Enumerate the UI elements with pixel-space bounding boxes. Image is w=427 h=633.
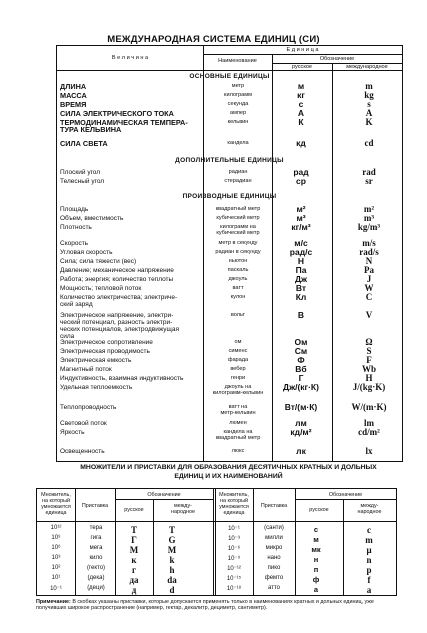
prefix-row (37, 565, 396, 574)
russian-symbol-cell: Дж/(кг·К) (283, 382, 319, 392)
quantity-cell: Индуктивность, взаимная индуктивность (60, 375, 184, 382)
factor-cell: 10⁶ (51, 545, 61, 551)
unit-name-cell: радиан (228, 169, 248, 175)
international-symbol-cell: V (365, 310, 373, 320)
factor-cell: 10³ (51, 555, 61, 561)
russian-symbol-cell: Вб (295, 364, 307, 374)
prefix-cell: (дека) (87, 575, 105, 581)
unit-name-cell: ом (234, 339, 242, 345)
quantity-cell: Скорость (60, 240, 89, 247)
header-russian: русское (124, 507, 144, 513)
unit-name-cell: кубический метр (216, 215, 260, 221)
header-name: Наименование (218, 58, 257, 64)
header-international-2: между- народное (357, 503, 382, 515)
russian-symbol-cell: м³ (296, 213, 306, 223)
international-symbol-cell: J/(kg·K) (352, 382, 386, 392)
quantity-cell: Плоский угол (60, 169, 101, 176)
russian-symbol-cell: Ом (294, 337, 308, 347)
russian-symbol-cell: а (313, 585, 319, 594)
russian-symbol-cell: рад/с (289, 247, 313, 257)
russian-symbol-cell: кг (297, 90, 305, 100)
quantity-cell: Объем, вместимость (60, 215, 124, 222)
prefixes-table (36, 488, 397, 596)
prefix-cell: пико (267, 565, 281, 571)
prefix-cell: фемто (264, 575, 284, 581)
header-designation: Обозначение (319, 56, 355, 62)
quantity-cell: Удельная теплоемкость (60, 384, 133, 391)
russian-symbol-cell: Ф (297, 355, 305, 365)
factor-cell: 10⁻¹⁵ (226, 576, 242, 582)
international-symbol-cell: m² (363, 204, 375, 214)
unit-name-cell: кулон (230, 294, 246, 300)
quantity-cell: СИЛА ЭЛЕКТРИЧЕСКОГО ТОКА (60, 109, 174, 118)
prefix-row (37, 545, 396, 554)
factor-cell: 10¹ (51, 575, 61, 581)
russian-symbol-cell: д (131, 585, 137, 595)
header-international: между- народное (171, 503, 195, 515)
unit-name-cell: килограмм (224, 92, 252, 98)
factor-cell: 10⁻³ (228, 536, 240, 542)
international-symbol-cell: T (168, 525, 175, 535)
international-symbol-cell: d (169, 585, 175, 595)
unit-name-cell: вольт (230, 312, 246, 318)
russian-symbol-cell: лк (296, 446, 306, 456)
unit-name-cell: паскаль (227, 267, 249, 273)
russian-symbol-cell: М (129, 545, 139, 555)
unit-name-cell: ватт (232, 285, 244, 291)
unit-name-cell: вебер (230, 366, 246, 372)
unit-name-cell: фарада (227, 357, 249, 363)
international-symbol-cell: n (366, 555, 372, 565)
prefix-cell: кило (89, 555, 103, 561)
prefix-cell: (гекто) (86, 565, 106, 571)
section-derived: ПРОИЗВОДНЫЕ ЕДИНИЦЫ (182, 193, 277, 200)
quantity-cell: Сила; сила тяжести (вес) (60, 258, 137, 265)
international-symbol-cell: da (167, 575, 177, 585)
factor-cell: 10⁻⁶ (227, 546, 241, 552)
russian-symbol-cell: да (129, 575, 139, 585)
russian-symbol-cell: г (131, 565, 137, 575)
russian-symbol-cell: н (313, 555, 319, 564)
international-symbol-cell: lm (364, 418, 374, 428)
header-designation: Обозначение (147, 492, 181, 498)
international-symbol-cell: s (367, 99, 371, 109)
international-symbol-cell: rad/s (359, 247, 379, 257)
russian-symbol-cell: кд/м² (290, 427, 312, 437)
russian-symbol-cell: Т (130, 525, 137, 535)
unit-name-cell: секунда (227, 101, 249, 107)
international-symbol-cell: F (366, 355, 372, 365)
international-symbol-cell: sr (365, 176, 373, 186)
international-symbol-cell: μ (366, 545, 372, 555)
russian-symbol-cell: м/с (294, 238, 308, 248)
international-symbol-cell: c (367, 525, 371, 535)
header-bottom-rule (57, 70, 402, 71)
quantity-cell: Электрическая проводимость (60, 348, 150, 355)
international-symbol-cell: p (366, 565, 372, 575)
international-symbol-cell: rad (362, 167, 376, 177)
international-symbol-cell: m (365, 535, 373, 545)
header-bottom-rule (37, 521, 396, 522)
header-divider (203, 54, 402, 55)
quantity-cell: ТЕРМОДИНАМИЧЕСКАЯ ТЕМПЕРА- ТУРА КЕЛЬВИНА (60, 118, 188, 134)
russian-symbol-cell: Вт/(м·К) (284, 402, 318, 412)
quantity-cell: ВРЕМЯ (60, 100, 87, 109)
quantity-cell: Теплопроводность (60, 404, 117, 411)
unit-name-cell: сименс (228, 348, 248, 354)
header-russian: русское (291, 64, 313, 70)
international-symbol-cell: f (367, 575, 371, 585)
unit-name-cell: джоуль (228, 276, 248, 282)
russian-symbol-cell: В (297, 310, 305, 320)
russian-symbol-cell: Г (131, 535, 137, 545)
international-symbol-cell: a (366, 585, 372, 595)
prefix-cell: гига (90, 535, 102, 541)
unit-name-cell: джоуль на килограмм-кельвин (212, 384, 264, 396)
prefix-row (37, 585, 396, 594)
column-divider (272, 54, 273, 461)
column-divider (203, 46, 204, 461)
unit-name-cell: кандела на квадратный метр (215, 429, 261, 441)
header-quantity: В е л и ч и н а (111, 55, 149, 61)
factor-cell: 10⁹ (51, 535, 61, 541)
russian-symbol-cell: Н (297, 256, 305, 266)
russian-symbol-cell: Кл (295, 292, 307, 302)
international-symbol-cell: kg (364, 90, 374, 100)
unit-name-cell: ньютон (228, 258, 248, 264)
footnote (36, 599, 398, 612)
russian-symbol-cell: А (297, 108, 305, 118)
russian-symbol-cell: п (313, 565, 319, 574)
russian-symbol-cell: м (313, 535, 319, 544)
russian-symbol-cell: Г (298, 373, 304, 383)
quantity-cell: Работа; энергия; количество теплоты (60, 276, 174, 283)
international-symbol-cell: lx (365, 446, 373, 456)
quantity-cell: Площадь (60, 206, 89, 213)
quantity-cell: Телесный угол (60, 178, 105, 185)
prefix-cell: тера (89, 525, 103, 531)
si-units-table (56, 45, 403, 462)
quantity-cell: Яркость (60, 429, 85, 436)
international-symbol-cell: W (364, 283, 374, 293)
column-divider (332, 63, 333, 461)
russian-symbol-cell: с (313, 525, 319, 534)
factor-cell: 10⁻¹⁸ (226, 586, 242, 592)
prefix-row (37, 575, 396, 584)
international-symbol-cell: kg/m³ (357, 222, 381, 232)
russian-symbol-cell: м² (296, 204, 306, 214)
russian-symbol-cell: ср (296, 176, 306, 186)
russian-symbol-cell: рад (293, 167, 309, 177)
russian-symbol-cell: кг/м³ (291, 222, 311, 232)
header-international: международное (346, 64, 388, 70)
international-symbol-cell: k (169, 555, 175, 565)
unit-name-cell: метр (231, 83, 245, 89)
international-symbol-cell: G (168, 535, 176, 545)
russian-symbol-cell: Вт (295, 283, 307, 293)
unit-name-cell: кельвин (227, 119, 249, 125)
prefixes-subtitle: МНОЖИТЕЛИ И ПРИСТАВКИ ДЛЯ ОБРАЗОВАНИЯ ДЕСЯТИЧНЫХ КРАТНЫХ И ДОЛЬНЫХ ЕДИНИЦ И ИХ НАИМЕНОВАНИЙ (80, 464, 377, 480)
international-symbol-cell: M (167, 545, 177, 555)
international-symbol-cell: m (365, 81, 373, 91)
international-symbol-cell: S (366, 346, 372, 356)
header-unit: Е д и н и ц а (286, 47, 319, 53)
prefix-cell: микро (265, 545, 283, 551)
header-designation-2: Обозначение (328, 492, 363, 498)
unit-name-cell: генри (230, 375, 246, 381)
international-symbol-cell: C (365, 292, 373, 302)
russian-symbol-cell: ф (312, 575, 320, 584)
unit-name-cell: метр в секунду (218, 240, 258, 246)
prefix-row (37, 535, 396, 544)
factor-cell: 10⁻⁹ (227, 556, 241, 562)
prefix-row (37, 525, 396, 534)
international-symbol-cell: Ω (365, 337, 373, 347)
header-divider (295, 499, 396, 500)
russian-symbol-cell: См (294, 346, 308, 356)
unit-name-cell: килограмм на кубический метр (216, 224, 260, 236)
header-factor: Множитель, на который умножается единица (41, 492, 71, 516)
international-symbol-cell: W/(m·K) (351, 402, 387, 412)
unit-name-cell: люмен (229, 420, 247, 426)
footnote-label: Примечание: (36, 599, 71, 605)
russian-symbol-cell: м (297, 81, 305, 91)
international-symbol-cell: H (365, 373, 373, 383)
quantity-cell: Давление; механическое напряжение (60, 267, 174, 274)
international-symbol-cell: Wb (361, 364, 376, 374)
quantity-cell: СИЛА СВЕТА (60, 139, 108, 148)
unit-name-cell: стерадиан (224, 178, 252, 184)
quantity-cell: Мощность; тепловой поток (60, 285, 142, 292)
russian-symbol-cell: мк (311, 545, 321, 554)
unit-name-cell: люкс (231, 448, 245, 454)
footnote-text: В скобках указаны приставки, которые допускается применять только в наименованиях кратных и дольных единиц, уже получивших широкое распространение (например, гектар, декалитр, дециметр, сантиметр). (36, 599, 374, 612)
russian-symbol-cell: Дж (294, 274, 308, 284)
russian-symbol-cell: лм (295, 418, 307, 428)
quantity-cell: Угловая скорость (60, 249, 113, 256)
international-symbol-cell: J (366, 274, 372, 284)
quantity-cell: Световой поток (60, 420, 107, 427)
quantity-cell: Электрическое сопротивление (60, 339, 153, 346)
unit-name-cell: ампер (229, 110, 247, 116)
international-symbol-cell: N (365, 256, 373, 266)
quantity-cell: Количество электричества; электриче- ский заряд (60, 294, 178, 308)
factor-cell: 10⁻¹² (227, 566, 241, 572)
section-basic: ОСНОВНЫЕ ЕДИНИЦЫ (189, 73, 270, 80)
factor-cell: 10⁻¹ (50, 586, 62, 592)
prefix-cell: атто (268, 585, 280, 591)
prefix-cell: (деци) (87, 585, 105, 591)
page-title: МЕЖДУНАРОДНАЯ СИСТЕМА ЕДИНИЦ (СИ) (107, 34, 320, 45)
unit-name-cell: кандела (227, 140, 249, 146)
unit-name-cell: ватт на метр-кельвин (220, 404, 256, 416)
quantity-cell: Электрическая емкость (60, 357, 132, 364)
russian-symbol-cell: к (131, 555, 137, 565)
header-prefix: Приставка (81, 503, 109, 509)
prefix-cell: милли (265, 535, 283, 541)
header-factor-2: Множитель, на который умножается единица (219, 492, 249, 516)
russian-symbol-cell: с (298, 99, 304, 109)
prefix-cell: нано (267, 555, 281, 561)
international-symbol-cell: cd/m² (358, 427, 380, 437)
header-russian-2: русское (309, 507, 329, 513)
russian-symbol-cell: К (298, 117, 304, 127)
section-additional: ДОПОЛНИТЕЛЬНЫЕ ЕДИНИЦЫ (175, 157, 284, 164)
international-symbol-cell: cd (364, 138, 374, 148)
header-divider (115, 499, 213, 500)
international-symbol-cell: h (169, 565, 175, 575)
international-symbol-cell: Pa (364, 265, 374, 275)
header-prefix-2: Приставка (260, 503, 288, 509)
international-symbol-cell: A (365, 108, 373, 118)
quantity-cell: Магнитный поток (60, 366, 112, 373)
quantity-cell: Электрическое напряжение, электри- ческий потенциал, разность электри- ческих потенциалов, электродвижущая сила (60, 312, 179, 340)
russian-symbol-cell: кд (296, 138, 306, 148)
prefix-row (37, 555, 396, 564)
prefix-cell: (санти) (264, 525, 284, 531)
unit-name-cell: радиан в секунду (215, 249, 261, 255)
factor-cell: 10² (51, 565, 61, 571)
quantity-cell: Освещенность (60, 448, 105, 455)
quantity-cell: МАССА (60, 91, 87, 100)
factor-cell: 10⁻¹ (228, 526, 240, 532)
quantity-cell: ДЛИНА (60, 82, 87, 91)
factor-cell: 10¹² (50, 525, 62, 531)
russian-symbol-cell: Па (295, 265, 307, 275)
international-symbol-cell: m³ (363, 213, 375, 223)
prefix-cell: мега (89, 545, 103, 551)
unit-name-cell: квадратный метр (215, 206, 261, 212)
quantity-cell: Плотность (60, 224, 92, 231)
international-symbol-cell: K (365, 117, 373, 127)
international-symbol-cell: m/s (362, 238, 376, 248)
